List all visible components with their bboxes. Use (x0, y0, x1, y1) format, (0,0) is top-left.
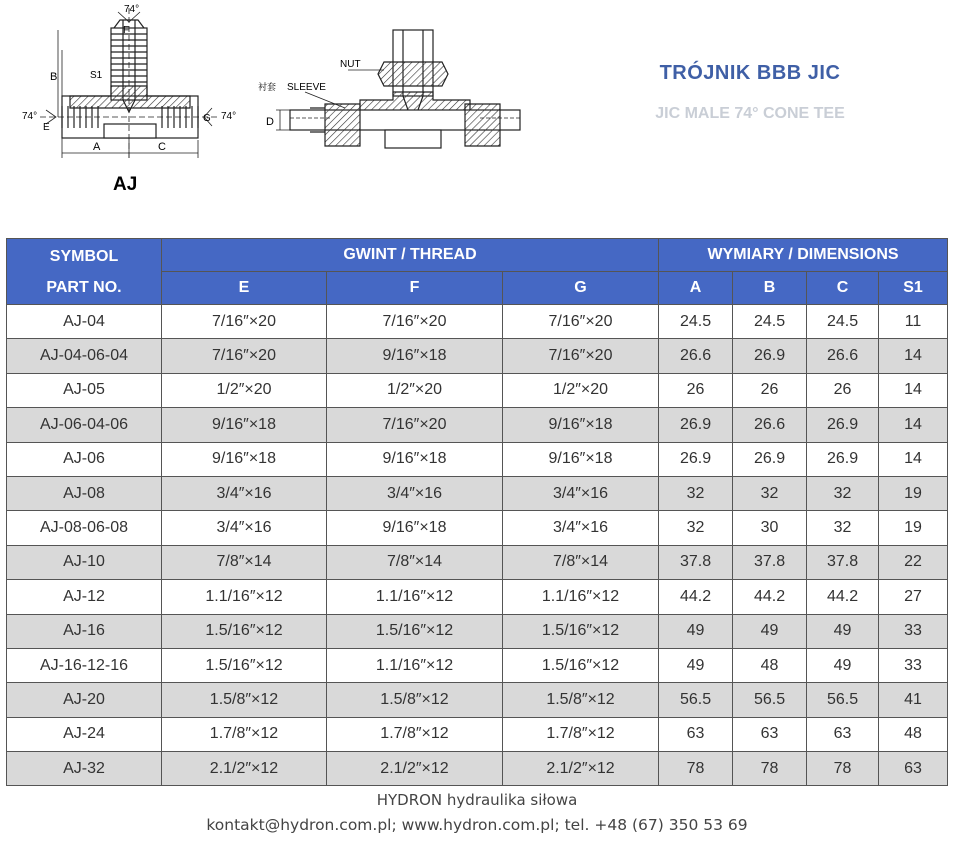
table-row (7, 442, 948, 476)
symbol-header-label: SYMBOL (49, 247, 119, 265)
label-f: F (123, 25, 130, 36)
cell-s1: 14 (879, 408, 948, 442)
cell-g: 1.5/16″×12 (503, 614, 659, 648)
column-header-g: G (503, 272, 659, 305)
cell-s1: 48 (879, 717, 948, 751)
thread-group-header: GWINT / THREAD (162, 239, 659, 272)
page-subtitle: JIC MALE 74° CONE TEE (655, 105, 845, 122)
cell-s1: 14 (879, 442, 948, 476)
cell-c: 26 (807, 373, 879, 407)
cell-b: 56.5 (733, 683, 807, 717)
cell-b: 44.2 (733, 580, 807, 614)
cell-a: 26 (659, 373, 733, 407)
cell-a: 37.8 (659, 545, 733, 579)
cell-c: 63 (807, 717, 879, 751)
cell-g: 9/16″×18 (503, 408, 659, 442)
spec-table-body (7, 305, 948, 786)
technical-drawings (0, 0, 560, 215)
column-header-s1: S1 (879, 272, 948, 305)
cell-part: AJ-08 (7, 476, 162, 510)
cell-s1: 63 (879, 752, 948, 786)
cell-c: 44.2 (807, 580, 879, 614)
label-s1: S1 (90, 70, 103, 81)
column-header-f: F (327, 272, 503, 305)
table-row (7, 305, 948, 339)
column-header-c: C (807, 272, 879, 305)
cell-f: 1.1/16″×12 (327, 648, 503, 682)
cell-g: 7/16″×20 (503, 305, 659, 339)
cell-f: 1/2″×20 (327, 373, 503, 407)
cell-c: 32 (807, 476, 879, 510)
cell-s1: 14 (879, 373, 948, 407)
cell-c: 37.8 (807, 545, 879, 579)
cell-g: 3/4″×16 (503, 511, 659, 545)
cell-a: 49 (659, 648, 733, 682)
cell-part: AJ-16-12-16 (7, 648, 162, 682)
cell-f: 9/16″×18 (327, 339, 503, 373)
cell-s1: 11 (879, 305, 948, 339)
cell-s1: 22 (879, 545, 948, 579)
cell-c: 32 (807, 511, 879, 545)
label-d: D (266, 116, 274, 128)
cell-b: 49 (733, 614, 807, 648)
cell-b: 63 (733, 717, 807, 751)
cell-e: 1.1/16″×12 (162, 580, 327, 614)
cell-part: AJ-32 (7, 752, 162, 786)
cell-s1: 19 (879, 511, 948, 545)
cell-g: 1.5/8″×12 (503, 683, 659, 717)
table-row (7, 752, 948, 786)
cell-s1: 33 (879, 648, 948, 682)
column-header-b: B (733, 272, 807, 305)
label-e: E (43, 122, 50, 133)
cell-part: AJ-04-06-04 (7, 339, 162, 373)
table-row (7, 648, 948, 682)
cell-s1: 14 (879, 339, 948, 373)
table-row (7, 373, 948, 407)
cell-s1: 41 (879, 683, 948, 717)
cell-a: 78 (659, 752, 733, 786)
cell-b: 26.9 (733, 442, 807, 476)
part-no-header-label: PART NO. (46, 278, 122, 296)
cell-b: 32 (733, 476, 807, 510)
cell-b: 26 (733, 373, 807, 407)
label-sleeve: SLEEVE (287, 82, 326, 93)
cell-a: 26.9 (659, 442, 733, 476)
cell-f: 7/8″×14 (327, 545, 503, 579)
cell-a: 44.2 (659, 580, 733, 614)
label-c: C (158, 141, 166, 153)
cell-b: 30 (733, 511, 807, 545)
cell-f: 1.5/8″×12 (327, 683, 503, 717)
cell-g: 1/2″×20 (503, 373, 659, 407)
cell-a: 56.5 (659, 683, 733, 717)
cell-a: 26.6 (659, 339, 733, 373)
label-angle-left: 74° (22, 111, 38, 122)
cell-b: 26.9 (733, 339, 807, 373)
cell-part: AJ-04 (7, 305, 162, 339)
column-header-e: E (162, 272, 327, 305)
cell-g: 1.7/8″×12 (503, 717, 659, 751)
cell-c: 26.6 (807, 339, 879, 373)
cell-f: 9/16″×18 (327, 442, 503, 476)
label-nut: NUT (340, 59, 361, 70)
table-row (7, 511, 948, 545)
dimensions-group-header: WYMIARY / DIMENSIONS (659, 239, 948, 272)
cell-b: 26.6 (733, 408, 807, 442)
cell-part: AJ-06 (7, 442, 162, 476)
cell-f: 1.5/16″×12 (327, 614, 503, 648)
cell-e: 1.7/8″×12 (162, 717, 327, 751)
cell-e: 1.5/16″×12 (162, 648, 327, 682)
cell-e: 3/4″×16 (162, 511, 327, 545)
cell-c: 24.5 (807, 305, 879, 339)
cell-g: 7/8″×14 (503, 545, 659, 579)
cell-g: 1.5/16″×12 (503, 648, 659, 682)
cell-c: 26.9 (807, 408, 879, 442)
label-b: B (50, 71, 58, 83)
label-sleeve-prefix: 衬套 (258, 83, 277, 93)
cell-c: 26.9 (807, 442, 879, 476)
cell-a: 26.9 (659, 408, 733, 442)
table-row (7, 339, 948, 373)
cell-g: 2.1/2″×12 (503, 752, 659, 786)
footer-company: HYDRON hydraulika siłowa (376, 791, 578, 809)
symbol-header (7, 239, 162, 305)
label-a: A (93, 141, 101, 153)
cell-e: 9/16″×18 (162, 408, 327, 442)
cell-f: 1.7/8″×12 (327, 717, 503, 751)
footer-contact: kontakt@hydron.com.pl; www.hydron.com.pl; tel. +48 (67) 350 53 69 (206, 816, 748, 834)
cell-g: 7/16″×20 (503, 339, 659, 373)
cell-e: 7/16″×20 (162, 305, 327, 339)
cell-e: 3/4″×16 (162, 476, 327, 510)
model-label: AJ (113, 174, 138, 195)
cell-s1: 19 (879, 476, 948, 510)
cell-g: 3/4″×16 (503, 476, 659, 510)
cell-part: AJ-08-06-08 (7, 511, 162, 545)
cell-e: 2.1/2″×12 (162, 752, 327, 786)
cell-part: AJ-12 (7, 580, 162, 614)
cell-a: 63 (659, 717, 733, 751)
cell-a: 32 (659, 511, 733, 545)
table-row (7, 408, 948, 442)
cell-part: AJ-05 (7, 373, 162, 407)
cell-c: 56.5 (807, 683, 879, 717)
page-title: TRÓJNIK BBB JIC (659, 62, 841, 84)
cell-b: 78 (733, 752, 807, 786)
cell-b: 24.5 (733, 305, 807, 339)
table-row (7, 476, 948, 510)
column-header-a: A (659, 272, 733, 305)
title-block (600, 62, 900, 123)
cell-f: 7/16″×20 (327, 408, 503, 442)
tee-section-drawing (40, 8, 220, 160)
cell-f: 1.1/16″×12 (327, 580, 503, 614)
table-row (7, 683, 948, 717)
cell-c: 49 (807, 648, 879, 682)
cell-part: AJ-06-04-06 (7, 408, 162, 442)
cell-e: 9/16″×18 (162, 442, 327, 476)
cell-c: 49 (807, 614, 879, 648)
cell-g: 1.1/16″×12 (503, 580, 659, 614)
cell-b: 48 (733, 648, 807, 682)
label-g: G (203, 113, 211, 124)
label-angle-top: 74° (124, 4, 140, 15)
cell-e: 1.5/16″×12 (162, 614, 327, 648)
cell-b: 37.8 (733, 545, 807, 579)
table-row (7, 545, 948, 579)
cell-part: AJ-16 (7, 614, 162, 648)
cell-e: 1.5/8″×12 (162, 683, 327, 717)
cell-s1: 33 (879, 614, 948, 648)
cell-e: 7/16″×20 (162, 339, 327, 373)
table-row (7, 580, 948, 614)
cell-c: 78 (807, 752, 879, 786)
cell-e: 1/2″×20 (162, 373, 327, 407)
cell-f: 3/4″×16 (327, 476, 503, 510)
cell-g: 9/16″×18 (503, 442, 659, 476)
spec-table (6, 238, 948, 786)
cell-f: 7/16″×20 (327, 305, 503, 339)
cell-part: AJ-24 (7, 717, 162, 751)
cell-s1: 27 (879, 580, 948, 614)
cell-part: AJ-10 (7, 545, 162, 579)
cell-e: 7/8″×14 (162, 545, 327, 579)
cell-part: AJ-20 (7, 683, 162, 717)
cell-f: 9/16″×18 (327, 511, 503, 545)
table-row (7, 614, 948, 648)
cell-f: 2.1/2″×12 (327, 752, 503, 786)
cell-a: 24.5 (659, 305, 733, 339)
table-row (7, 717, 948, 751)
cell-a: 49 (659, 614, 733, 648)
label-angle-right: 74° (221, 111, 237, 122)
cell-a: 32 (659, 476, 733, 510)
